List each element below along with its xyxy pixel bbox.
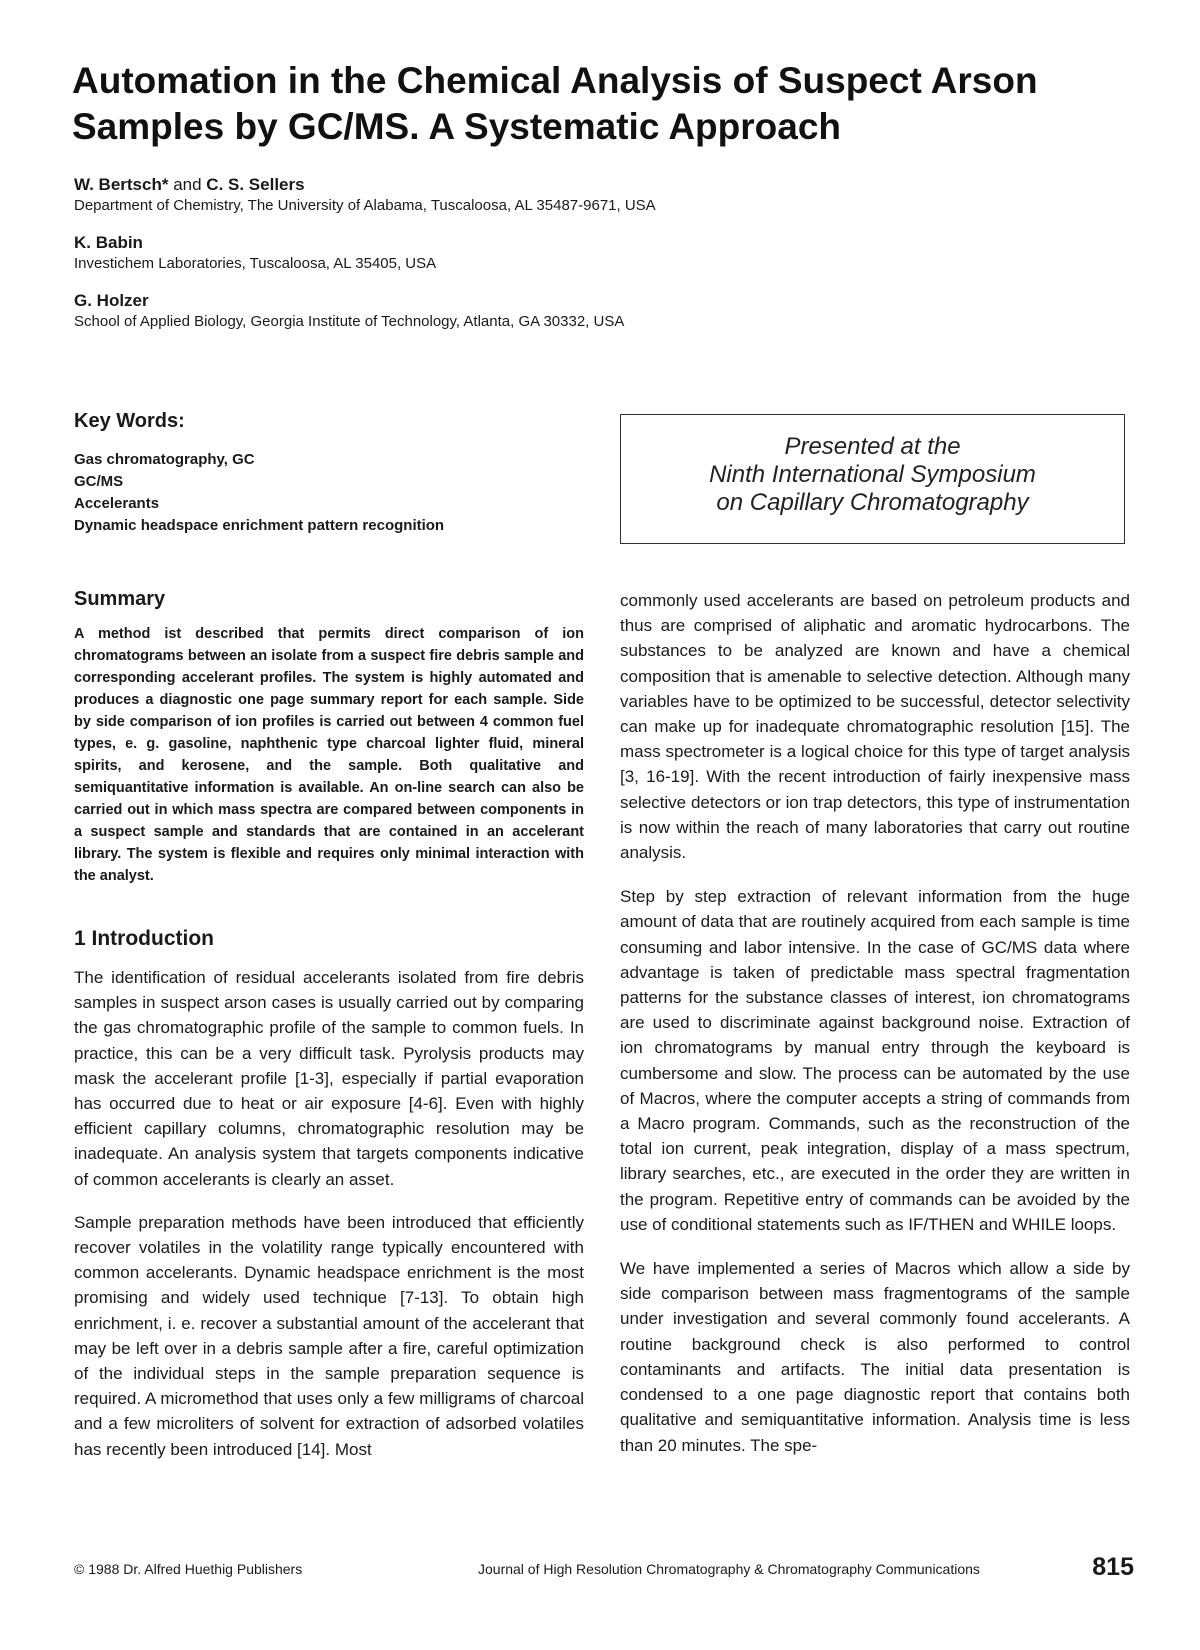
author-block-2 bbox=[74, 232, 1074, 274]
copyright-notice: © 1988 Dr. Alfred Huethig Publishers bbox=[74, 1561, 303, 1577]
author-block-3 bbox=[74, 290, 1074, 332]
presented-line-1: Presented at the bbox=[784, 433, 961, 460]
intro-paragraph-1: The identification of residual accelerants isolated from fire debris samples in suspect arson cases is usually carried out by comparing the gas chromatographic profile of the sample to common fuels. In practice, this can be a very difficult task. Pyrolysis products may mask the accelerant profile [1-3], especially if partial evaporation has occurred due to heat or air exposure [4-6]. Even with highly efficient capillary columns, chromatographic resolution may be inadequate. An analysis system that targets components indicative of common accelerants is clearly an asset. bbox=[74, 968, 584, 1189]
affiliation-2: Investichem Laboratories, Tuscaloosa, AL 35405, USA bbox=[74, 255, 437, 272]
presented-line-2: Ninth International Symposium bbox=[709, 461, 1036, 488]
keyword-item: GC/MS bbox=[74, 473, 124, 490]
keywords-heading: Key Words: bbox=[74, 410, 185, 432]
right-paragraph-1: commonly used accelerants are based on petroleum products and thus are comprised of aliphatic and aromatic hydrocarbons. The substances to be analyzed are known and have a chemical composition that is amenable to selective detection. Although many variables have to be optimized to be successful, detector selectivity can make up for inadequate chromatographic resolution [15]. The mass spectrometer is a logical choice for this type of target analysis [3, 16-19]. With the recent introduction of fairly inexpensive mass selective detectors or ion trap detectors, this type of instrumentation is now within the reach of many laboratories that carry out routine analysis. bbox=[620, 591, 1130, 863]
author-names-1 bbox=[74, 174, 1074, 196]
affiliation-1: Department of Chemistry, The University of Alabama, Tuscaloosa, AL 35487-9671, USA bbox=[74, 197, 656, 214]
intro-paragraph-2: Sample preparation methods have been introduced that efficiently recover volatiles in the volatility range typically encountered with common accelerants. Dynamic headspace enrichment is the most promising and widely used technique [7-13]. To obtain high enrichment, i. e. recover a substantial amount of the accelerant that may be left over in a debris sample after a fire, careful optimization of the individual steps in the sample preparation sequence is required. A micromethod that uses only a few milligrams of charcoal and a few microliters of solvent for extraction of adsorbed volatiles has recently been introduced [14]. Most bbox=[74, 1212, 584, 1459]
journal-name: Journal of High Resolution Chromatography & Chromatography Communications bbox=[478, 1561, 980, 1577]
author-list bbox=[74, 174, 1074, 348]
right-paragraph-2: Step by step extraction of relevant information from the huge amount of data that are routinely acquired from each sample is time consuming and labor intensive. In the case of GC/MS data where advantage is taken of predictable mass spectral fragmentation patterns for the substance classes of interest, ion chromatograms are used to discriminate against background noise. Extraction of ion chromatograms by manual entry through the keyboard is cumbersome and slow. The process can be automated by the use of Macros, where the computer accepts a string of commands from a Macro program. Commands, such as the reconstruction of the total ion current, peak integration, display of a mass spectrum, library searches, etc., are executed in the order they are written in the program. Repetitive entry of commands can be avoided by the use of conditional statements such as IF/THEN and WHILE loops. bbox=[620, 887, 1130, 1234]
keywords-list bbox=[74, 449, 444, 537]
page-footer bbox=[74, 1553, 1134, 1583]
summary-text: A method ist described that permits direct comparison of ion chromatograms between an isolate from a suspect fire debris sample and corresponding accelerant profiles. The system is highly automated and produces a diagnostic one page summary report for each sample. Side by side comparison of ion profiles is carried out between 4 common fuel types, e. g. gasoline, naphthenic type charcoal lighter fluid, mineral spirits, and kerosene, and the sample. Both qualitative and semiquantitative information is available. An on-line search can also be carried out in which mass spectra are compared between components in a suspect sample and standards that are contained in an accelerant library. The system is flexible and requires only minimal interaction with the analyst. bbox=[74, 626, 584, 884]
author-name: G. Holzer bbox=[74, 291, 149, 310]
author-name: W. Bertsch* bbox=[74, 175, 169, 194]
page-number: 815 bbox=[1092, 1553, 1134, 1581]
presented-line-3: on Capillary Chromatography bbox=[716, 489, 1029, 516]
title-line-2: Samples by GC/MS. A Systematic Approach bbox=[72, 106, 841, 147]
introduction-heading: 1 Introduction bbox=[74, 927, 214, 950]
summary-heading: Summary bbox=[74, 588, 166, 610]
author-block-1 bbox=[74, 174, 1074, 216]
author-name: C. S. Sellers bbox=[206, 175, 305, 194]
author-names-2 bbox=[74, 232, 1074, 254]
author-names-3 bbox=[74, 290, 1074, 312]
affiliation-3: School of Applied Biology, Georgia Institute of Technology, Atlanta, GA 30332, USA bbox=[74, 313, 625, 330]
author-connector: and bbox=[168, 175, 207, 194]
author-name: K. Babin bbox=[74, 233, 143, 252]
right-paragraph-3: We have implemented a series of Macros which allow a side by side comparison between mass fragmentograms of the sample under investigation and several commonly found accelerants. A routine background check is also performed to control contaminants and artifacts. The initial data presentation is condensed to a one page diagnostic report that contains both qualitative and semiquantitative information. Analysis time is less than 20 minutes. The spe- bbox=[620, 1259, 1130, 1455]
presented-at-box bbox=[620, 414, 1125, 544]
keyword-item: Dynamic headspace enrichment pattern recognition bbox=[74, 517, 445, 534]
keyword-item: Accelerants bbox=[74, 495, 160, 512]
left-column bbox=[74, 588, 584, 1480]
title-line-1: Automation in the Chemical Analysis of Suspect Arson bbox=[72, 60, 1038, 101]
article-title bbox=[72, 58, 1072, 150]
keyword-item: Gas chromatography, GC bbox=[74, 451, 255, 468]
right-column bbox=[620, 588, 1130, 1477]
